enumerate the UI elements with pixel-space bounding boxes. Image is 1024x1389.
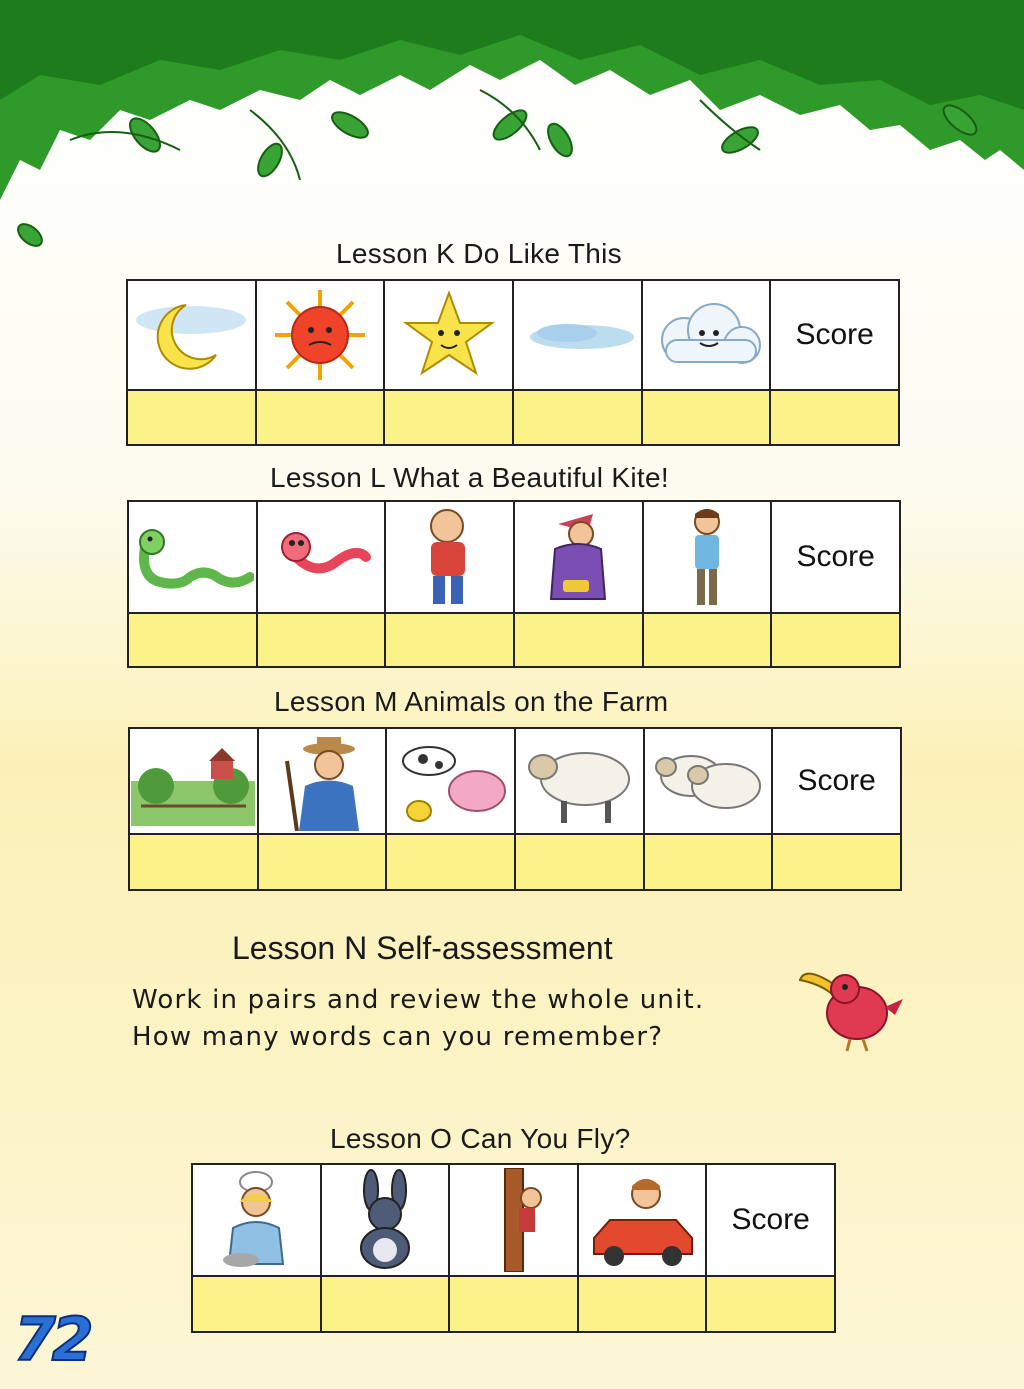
lesson-l-picture-2 [258, 502, 385, 612]
lesson-o-picture-1 [193, 1165, 320, 1275]
lesson-m-answer-3[interactable] [387, 835, 514, 889]
lesson-k-picture-1 [128, 281, 255, 389]
lesson-l-answer-2[interactable] [258, 614, 385, 666]
lesson-o-score-box[interactable] [707, 1277, 834, 1331]
lesson-k-score-label: Score [771, 281, 898, 389]
lesson-m-answer-1[interactable] [130, 835, 257, 889]
car-boy-icon [584, 1168, 700, 1272]
lesson-l-score-label: Score [772, 502, 899, 612]
lesson-k-answer-5[interactable] [643, 391, 770, 444]
lesson-l-answer-5[interactable] [644, 614, 771, 666]
old-woman-icon [533, 504, 623, 610]
snake-icon [130, 507, 254, 607]
lesson-o-score-label: Score [707, 1165, 834, 1275]
lesson-l-score-box[interactable] [772, 614, 899, 666]
lesson-l-picture-4 [515, 502, 642, 612]
lesson-m-picture-1 [130, 729, 257, 833]
lesson-o-answer-4[interactable] [579, 1277, 706, 1331]
lesson-m-score-label: Score [773, 729, 900, 833]
lesson-l-title: Lesson L What a Beautiful Kite! [270, 462, 669, 493]
farm-animals-icon [389, 731, 513, 831]
sun-icon [265, 285, 375, 385]
lesson-o-picture-2 [322, 1165, 449, 1275]
lesson-o-picture-4 [579, 1165, 706, 1275]
lesson-m-picture-2 [259, 729, 386, 833]
lesson-m-score-box[interactable] [773, 835, 900, 889]
cloud-icon [644, 285, 768, 385]
lesson-k-table [126, 279, 900, 446]
lesson-k-picture-2 [257, 281, 384, 389]
lesson-k-answer-2[interactable] [257, 391, 384, 444]
lesson-o-picture-3 [450, 1165, 577, 1275]
lesson-m-picture-4 [516, 729, 643, 833]
lesson-m-answer-5[interactable] [645, 835, 772, 889]
climbing-boy-icon [473, 1168, 553, 1272]
lesson-m-title: Lesson M Animals on the Farm [274, 686, 669, 717]
lesson-l-picture-5 [644, 502, 771, 612]
lesson-n-instruction-line-1: Work in pairs and review the whole unit. [132, 985, 705, 1015]
lesson-m-answer-4[interactable] [516, 835, 643, 889]
lesson-m-picture-3 [387, 729, 514, 833]
lesson-l-picture-3 [386, 502, 513, 612]
lesson-m-picture-5 [645, 729, 772, 833]
tall-man-icon [405, 504, 495, 610]
bird-icon [795, 955, 905, 1055]
lesson-k-answer-1[interactable] [128, 391, 255, 444]
page-number: 72 [14, 1305, 90, 1375]
star-icon [399, 285, 499, 385]
lesson-n-title: Lesson N Self-assessment [232, 930, 613, 966]
rabbit-icon [335, 1168, 435, 1272]
moon-icon [131, 285, 251, 385]
lesson-k-answer-3[interactable] [385, 391, 512, 444]
lesson-l-answer-3[interactable] [386, 614, 513, 666]
lesson-l-answer-1[interactable] [129, 614, 256, 666]
lesson-o-answer-1[interactable] [193, 1277, 320, 1331]
small-snake-icon [266, 507, 376, 607]
boy-icon [667, 504, 747, 610]
lesson-o-answer-2[interactable] [322, 1277, 449, 1331]
lesson-m-table [128, 727, 902, 891]
lesson-l-table [127, 500, 901, 668]
farm-icon [131, 736, 255, 826]
lesson-k-answer-4[interactable] [514, 391, 641, 444]
lesson-k-picture-3 [385, 281, 512, 389]
tree-canopy-illustration [0, 0, 1024, 260]
two-sheep-icon [646, 731, 770, 831]
lesson-o-title: Lesson O Can You Fly? [330, 1123, 631, 1154]
lesson-m-answer-2[interactable] [259, 835, 386, 889]
sky-icon [517, 285, 637, 385]
lesson-k-score-box[interactable] [771, 391, 898, 444]
sheep-icon [517, 731, 641, 831]
lesson-o-answer-3[interactable] [450, 1277, 577, 1331]
lesson-k-picture-5 [643, 281, 770, 389]
lesson-k-title: Lesson K Do Like This [336, 238, 622, 269]
lesson-k-picture-4 [514, 281, 641, 389]
farmer-icon [267, 731, 377, 831]
lesson-l-answer-4[interactable] [515, 614, 642, 666]
lesson-n-instruction-line-2: How many words can you remember? [132, 1022, 664, 1052]
lesson-o-table [191, 1163, 836, 1333]
cook-icon [201, 1168, 311, 1272]
lesson-l-picture-1 [129, 502, 256, 612]
